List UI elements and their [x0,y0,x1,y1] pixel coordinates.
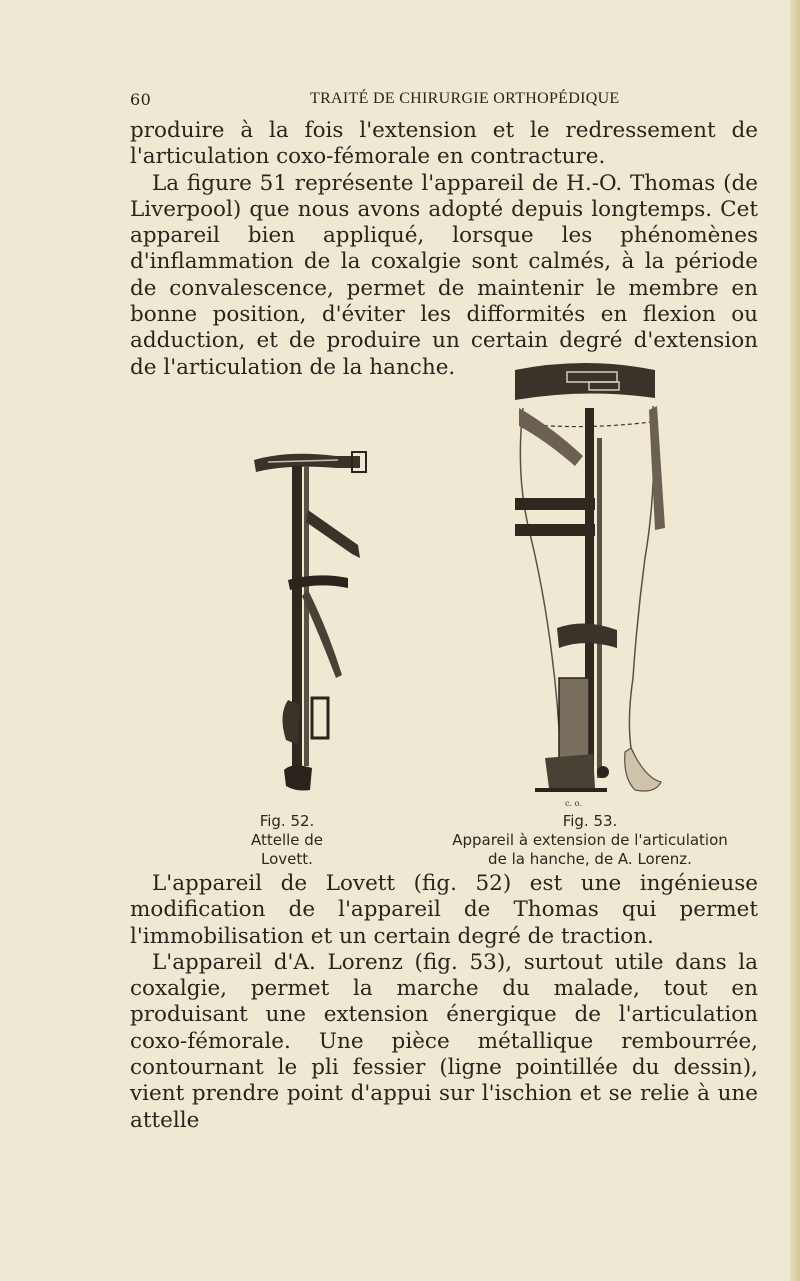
paragraph: produire à la fois l'extension et le redressement de l'articulation coxo-fémorale en contracture. [130,118,758,170]
paragraph: La figure 51 représente l'appareil de H.-O. Thomas (de Liverpool) que nous avons adopté depuis longtemps. Cet appareil bien appliqué, lorsque les phénomènes d'inflammation de la coxalgie sont calmés, à la période de convalescence, permet de maintenir le membre en bonne position, d'éviter les difformités en flexion ou adduction, et de produire un certain degré d'extension de l'articulation de la hanche. [130,170,758,380]
paragraph: L'appareil de Lovett (fig. 52) est une ingénieuse modification de l'appareil de Thomas qui permet l'immobilisation et un certain degré de traction. [130,871,758,949]
figure-52-caption [232,812,342,869]
text-block-top [130,118,758,381]
figure-53-label: Fig. 53. [562,812,618,830]
lorenz-apparatus-illustration [505,348,665,810]
figure-52-lovett-splint [248,450,378,810]
figure-53-title-line2: de la hanche, de A. Lorenz. [488,850,692,868]
paragraph: L'appareil d'A. Lorenz (fig. 53), surtout utile dans la coxalgie, permet la marche du malade, tout en produisant une extension énergique de l'articulation coxo-fémorale. Une pièce métallique rembourrée, contournant le pli fessier (ligne pointillée du dessin), vient prendre point d'appui sur l'ischion et se relie à une attelle [130,949,758,1133]
figure-52-label: Fig. 52. [259,812,315,830]
figure-53-title-line1: Appareil à extension de l'articulation [452,831,728,849]
figure-52-title: Attelle de Lovett. [250,831,324,868]
figure-53-caption [440,812,740,869]
figure-53-lorenz-apparatus [505,348,665,810]
engraver-mark: c. o. [565,799,582,808]
text-block-bottom [130,871,758,1134]
page-number: 60 [130,90,152,109]
page-edge [790,0,800,1281]
running-title: TRAITÉ DE CHIRURGIE ORTHOPÉDIQUE [310,90,620,107]
lovett-splint-illustration [248,450,378,810]
